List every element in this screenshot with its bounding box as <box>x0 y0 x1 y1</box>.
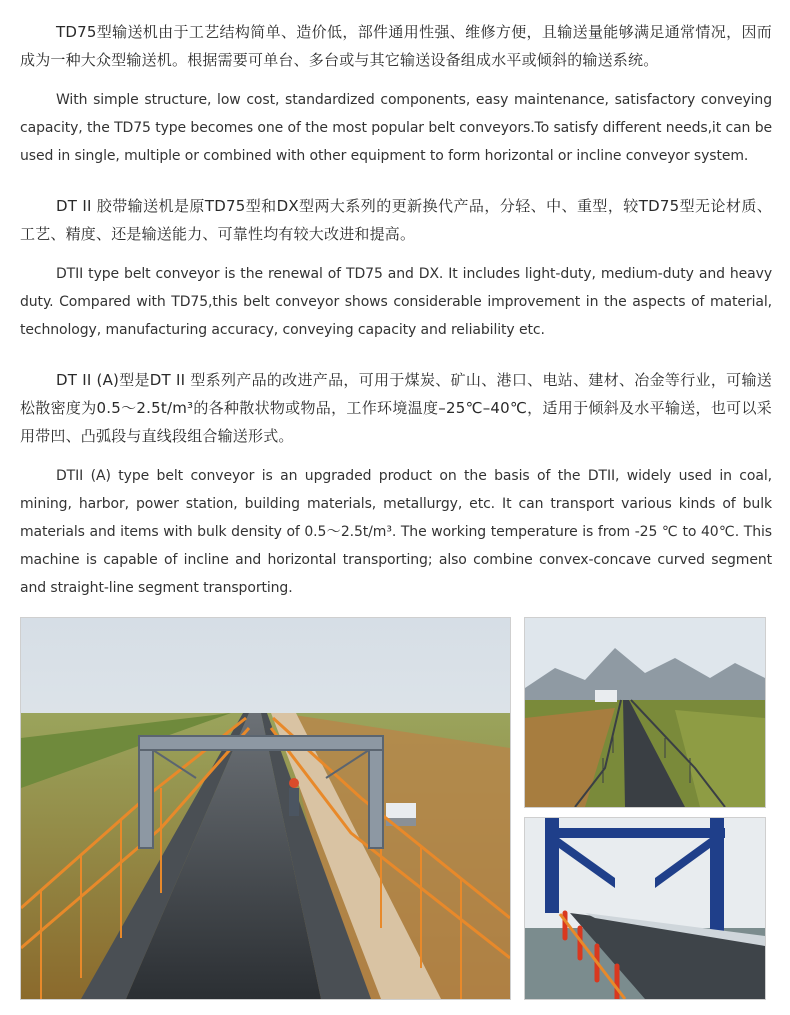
paragraph-dt2a-english: DTII (A) type belt conveyor is an upgraded product on the basis of the DTII, widely used in coal, mining, harbor, power station, building materials, metallurgy, etc. It can transport various kinds of bulk materials and items with bulk density of 0.5～2.5t/m³. The working temperature is from -25 ℃ to 40℃. This machine is capable of incline and horizontal transporting; also combine convex-concave curved segment and straight-line segment transporting. <box>20 468 772 596</box>
paragraph-td75-english: With simple structure, low cost, standardized components, easy maintenance, satisfactory conveying capacity, the TD75 type becomes one of the most popular belt conveyors.To satisfy different needs,it can be used in single, multiple or combined with other equipment to form horizontal or incline conveyor system. <box>20 92 772 164</box>
conveyor-mountains-photo <box>524 617 766 808</box>
paragraph-dt2-chinese: DT II 胶带输送机是原TD75型和DX型两大系列的更新换代产品，分轻、中、重型，较TD75型无论材质、工艺、精度、还是输送能力、可靠性均有较大改进和提高。 <box>20 197 772 243</box>
paragraph-dt2a-chinese: DT II (A)型是DT II 型系列产品的改进产品，可用于煤炭、矿山、港口、电站、建材、冶金等行业，可输送松散密度为0.5～2.5t/m³的各种散状物或物品，工作环境温度–25℃–40℃，适用于倾斜及水平输送，也可以采用带凹、凸弧段与直线段组合输送形式。 <box>20 371 772 445</box>
paragraph-td75-chinese: TD75型输送机由于工艺结构简单、造价低，部件通用性强、维修方便，且输送量能够满足通常情况，因而成为一种大众型输送机。根据需要可单台、多台或与其它输送设备组成水平或倾斜的输送系统。 <box>20 23 772 69</box>
paragraph-dt2-english: DTII type belt conveyor is the renewal of TD75 and DX. It includes light-duty, medium-duty and heavy duty. Compared with TD75,this belt conveyor shows considerable improvement in the aspects of material, technology, manufacturing accuracy, conveying capacity and reliability etc. <box>20 266 772 338</box>
conveyor-field-photo <box>20 617 511 1000</box>
text-area <box>20 18 772 602</box>
conveyor-blue-frame-photo <box>524 817 766 1000</box>
